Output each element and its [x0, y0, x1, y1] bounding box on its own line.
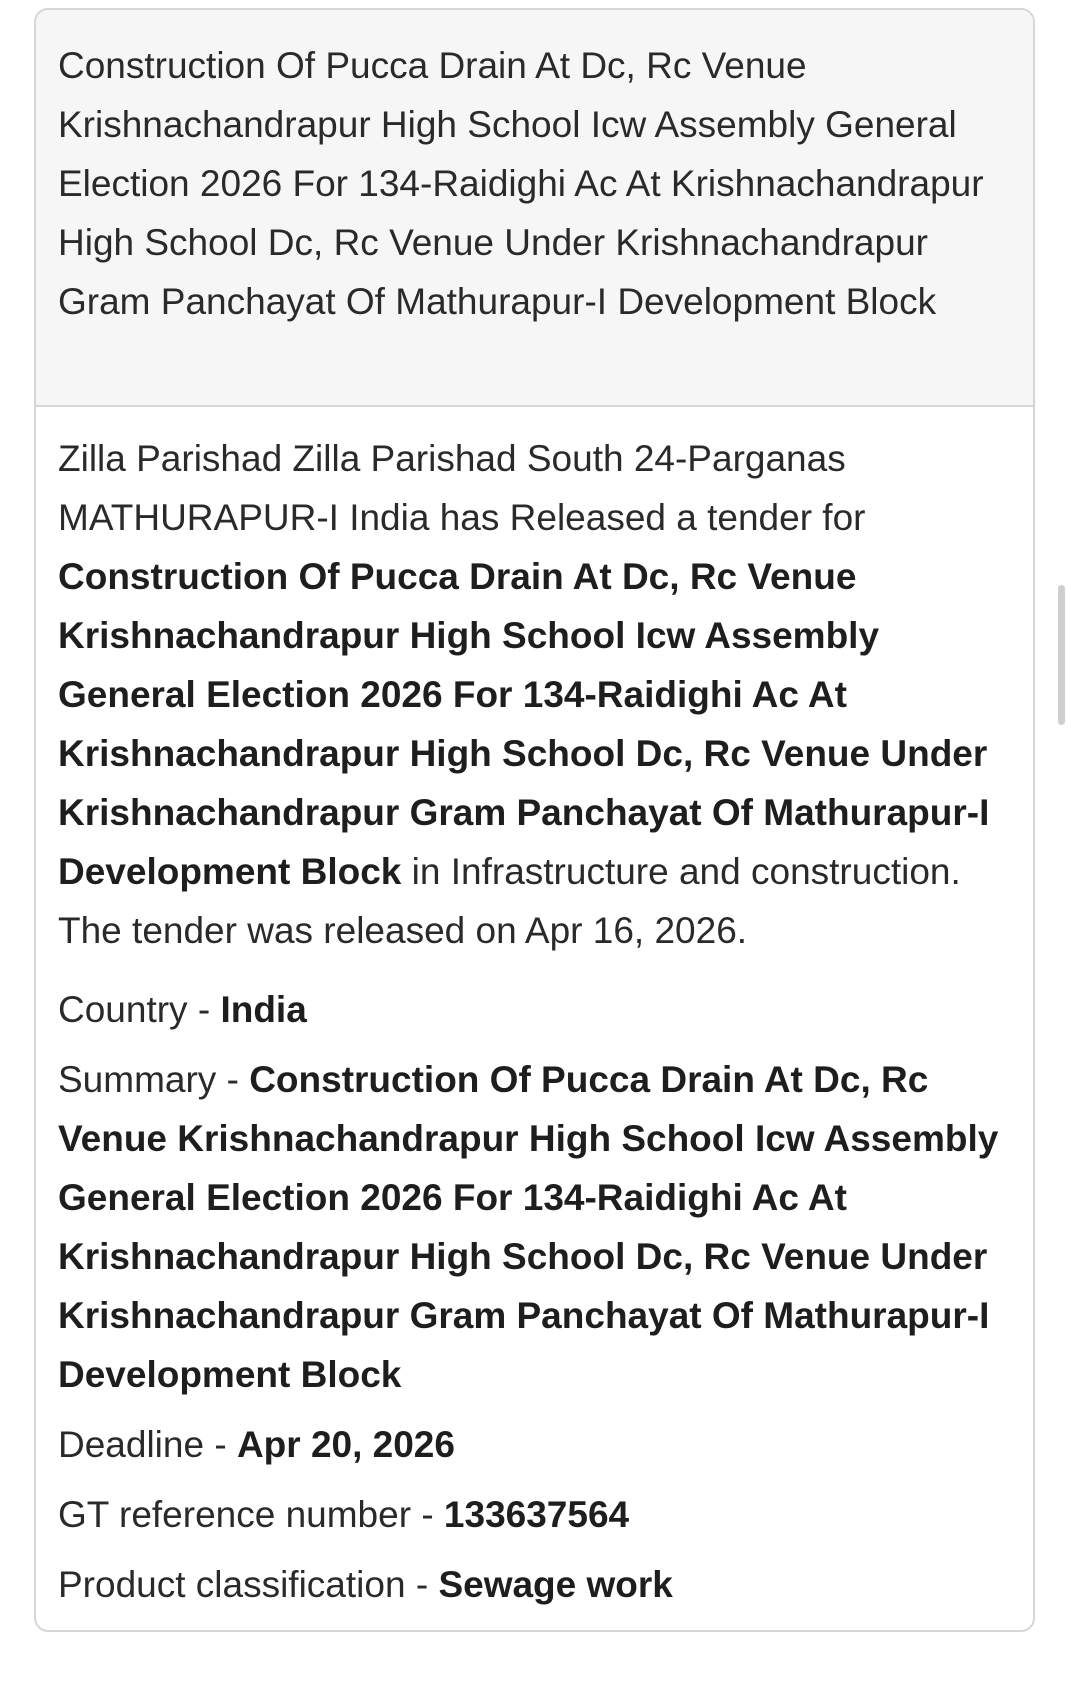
- field-country: [58, 980, 1011, 1039]
- country-value: India: [220, 989, 307, 1030]
- classification-value: Sewage work: [438, 1564, 673, 1605]
- field-deadline: [58, 1415, 1011, 1474]
- description-category: in Infrastructure and construction.: [401, 851, 961, 892]
- tender-card-header[interactable]: [36, 10, 1033, 407]
- deadline-value: Apr 20, 2026: [236, 1424, 455, 1465]
- field-summary: [58, 1050, 1011, 1404]
- description-tender-title: Construction Of Pucca Drain At Dc, Rc Venue Krishnachandrapur High School Icw Assembly General Election 2026 For 134-Raidighi Ac At Krishnachandrapur High School Dc, Rc Venue Under Krishnachandrapur Gram Panchayat Of Mathurapur-I Development Block: [58, 556, 990, 892]
- classification-label: Product classification -: [58, 1564, 439, 1605]
- scrollbar-thumb[interactable]: [1058, 585, 1065, 725]
- reference-value: 133637564: [443, 1494, 630, 1535]
- country-label: Country -: [58, 989, 221, 1030]
- summary-label: Summary -: [58, 1059, 250, 1100]
- tender-description: [58, 429, 1011, 960]
- tender-title: Construction Of Pucca Drain At Dc, Rc Venue Krishnachandrapur High School Icw Assembly General Election 2026 For 134-Raidighi Ac At Krishnachandrapur High School Dc, Rc Venue Under Krishnachandrapur Gram Panchayat Of Mathurapur-I Development Block: [58, 45, 984, 322]
- field-product-classification: [58, 1555, 1011, 1614]
- tender-card: [34, 8, 1035, 1632]
- description-intro: Zilla Parishad Zilla Parishad South 24-Parganas MATHURAPUR-I India has Released a tender for: [58, 438, 866, 538]
- description-released-date: The tender was released on Apr 16, 2026.: [58, 910, 748, 951]
- deadline-label: Deadline -: [58, 1424, 237, 1465]
- field-reference-number: [58, 1485, 1011, 1544]
- summary-value: Construction Of Pucca Drain At Dc, Rc Venue Krishnachandrapur High School Icw Assembly General Election 2026 For 134-Raidighi Ac At Krishnachandrapur High School Dc, Rc Venue Under Krishnachandrapur Gram Panchayat Of Mathurapur-I Development Block: [58, 1059, 999, 1395]
- tender-card-body: [36, 407, 1033, 1614]
- reference-label: GT reference number -: [58, 1494, 444, 1535]
